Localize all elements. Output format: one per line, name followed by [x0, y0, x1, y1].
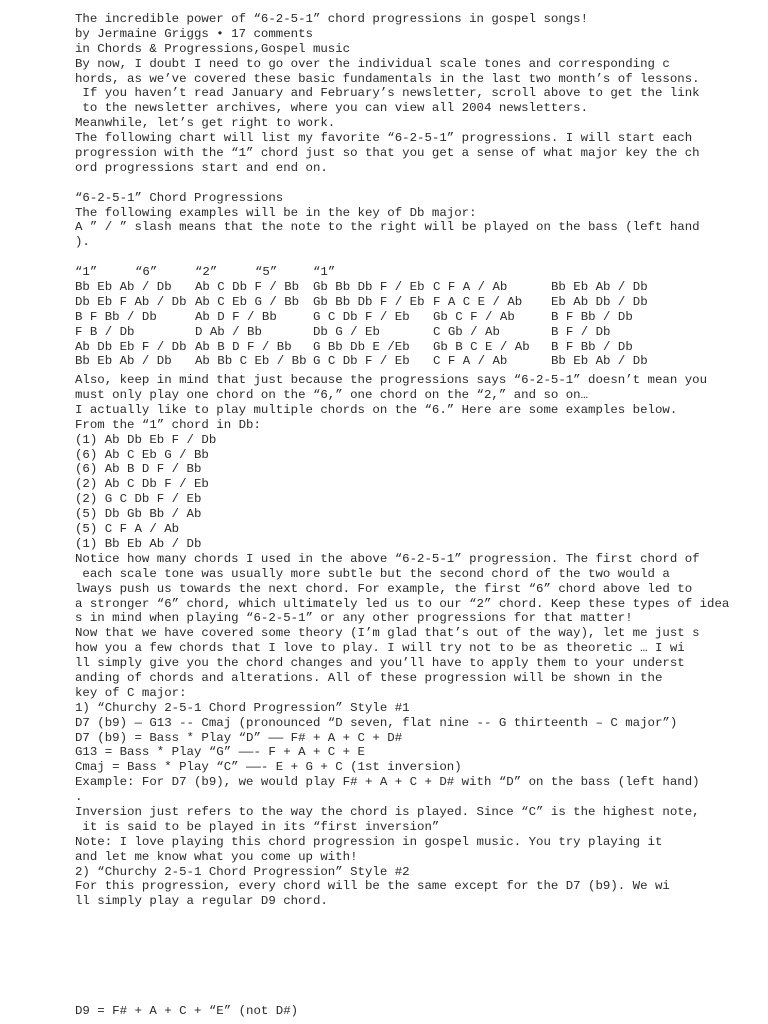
text-line: Cmaj = Bass * Play “C” ——- E + G + C (1st inversion): [75, 760, 462, 775]
text-line: anding of chords and alterations. All of these progression will be shown in the: [75, 670, 663, 685]
chart-cell: F A C E / Ab: [433, 294, 523, 309]
text-line: The following examples will be in the key of Db major:: [75, 205, 477, 220]
text-line: progression with the “1” chord just so that you get a sense of what major key the ch: [75, 146, 700, 161]
text-line: Meanwhile, let’s get right to work.: [75, 116, 336, 131]
chart-cell: Gb B C E / Ab: [433, 339, 530, 354]
text-line: each scale tone was usually more subtle but the second chord of the two would a: [75, 566, 670, 581]
chart-cell: Bb Eb Ab / Db: [75, 354, 172, 369]
chart-row: [75, 310, 765, 325]
chart-cell: Gb Bb Db F / Eb: [313, 294, 425, 309]
chart-header: “5”: [255, 265, 278, 280]
chart-cell: Ab Db Eb F / Db: [75, 339, 187, 354]
text-line: key of C major:: [75, 685, 187, 700]
chart-cell: G C Db F / Eb: [313, 309, 410, 324]
chart-header: “1”: [313, 265, 336, 280]
text-line: 2) “Churchy 2-5-1 Chord Progression” Style #2: [75, 864, 410, 879]
chart-row: [75, 340, 765, 355]
text-line: Note: I love playing this chord progression in gospel music. You try playing it: [75, 834, 663, 849]
spacer: [75, 909, 765, 1004]
text-line: D7 (b9) = Bass * Play “D” —— F# + A + C + D#: [75, 730, 403, 745]
text-line: By now, I doubt I need to go over the individual scale tones and corresponding c: [75, 56, 670, 71]
chart-cell: B F Bb / Db: [75, 309, 157, 324]
text-line: ll simply play a regular D9 chord.: [75, 894, 328, 909]
chart-cell: Ab C Eb G / Bb: [195, 294, 300, 309]
text-line: (1) Ab Db Eb F / Db: [75, 432, 217, 447]
chart-cell: Eb Ab Db / Db: [551, 294, 648, 309]
chart-cell: Ab Bb C Eb / Bb: [195, 354, 307, 369]
chart-cell: B F Bb / Db: [551, 309, 633, 324]
text-line: (1) Bb Eb Ab / Db: [75, 536, 202, 551]
text-line: A ” / ” slash means that the note to the right will be played on the bass (left hand: [75, 220, 700, 235]
chart-row: [75, 354, 765, 369]
chart-cell: C F A / Ab: [433, 354, 508, 369]
text-line: how you a few chords that I love to play. I will try not to be as theoretic … I wi: [75, 641, 685, 656]
text-line: it is said to be played in its “first inversion”: [75, 819, 440, 834]
chart-cell: Gb Bb Db F / Eb: [313, 280, 425, 295]
chart-cell: Gb C F / Ab: [433, 309, 515, 324]
text-line: Notice how many chords I used in the above “6-2-5-1” progression. The first chord of: [75, 551, 700, 566]
text-line: in Chords & Progressions,Gospel music: [75, 41, 351, 56]
text-line: D7 (b9) — G13 -- Cmaj (pronounced “D seven, flat nine -- G thirteenth – C major”): [75, 715, 678, 730]
text-line: to the newsletter archives, where you can view all 2004 newsletters.: [75, 101, 589, 116]
chart-cell: Ab D F / Bb: [195, 309, 277, 324]
chart-cell: Bb Eb Ab / Db: [551, 280, 648, 295]
text-line: (6) Ab C Eb G / Bb: [75, 447, 209, 462]
text-line: If you haven’t read January and February’s newsletter, scroll above to get the link: [75, 86, 700, 101]
chart-cell: Db Eb F Ab / Db: [75, 294, 187, 309]
text-line: Inversion just refers to the way the chord is played. Since “C” is the highest note,: [75, 804, 700, 819]
text-line: by Jermaine Griggs • 17 comments: [75, 26, 313, 41]
chart-cell: D Ab / Bb: [195, 324, 262, 339]
text-line: Example: For D7 (b9), we would play F# + A + C + D# with “D” on the bass (left hand): [75, 775, 700, 790]
spacer: [75, 176, 765, 191]
text-line: ).: [75, 235, 90, 250]
chart-cell: B F Bb / Db: [551, 339, 633, 354]
chart-cell: Bb Eb Ab / Db: [75, 280, 172, 295]
spacer: [75, 250, 765, 265]
text-line: must only play one chord on the “6,” one chord on the “2,” and so on…: [75, 388, 589, 403]
chart-cell: B F / Db: [551, 324, 611, 339]
article-footer: [75, 1004, 765, 1019]
article: [75, 12, 765, 1019]
chart-header-row: [75, 265, 765, 280]
text-line: (6) Ab B D F / Bb: [75, 462, 202, 477]
chart-cell: G C Db F / Eb: [313, 354, 410, 369]
chart-cell: Bb Eb Ab / Db: [551, 354, 648, 369]
text-line: ll simply give you the chord changes and you’ll have to apply them to your underst: [75, 656, 685, 671]
text-line: .: [75, 790, 83, 805]
text-line: “6-2-5-1” Chord Progressions: [75, 190, 284, 205]
text-line: 1) “Churchy 2-5-1 Chord Progression” Style #1: [75, 700, 410, 715]
text-line: a stronger “6” chord, which ultimately led us to our “2” chord. Keep these types of idea: [75, 596, 730, 611]
text-line: I actually like to play multiple chords on the “6.” Here are some examples below.: [75, 402, 678, 417]
text-line: For this progression, every chord will be the same except for the D7 (b9). We wi: [75, 879, 670, 894]
chart-header: “6”: [135, 265, 158, 280]
chart-cell: F B / Db: [75, 324, 135, 339]
chart-cell: C F A / Ab: [433, 280, 508, 295]
chart-header: “2”: [195, 265, 218, 280]
text-line: From the “1” chord in Db:: [75, 417, 261, 432]
chart-cell: G Bb Db E /Eb: [313, 339, 410, 354]
chart-cell: Db G / Eb: [313, 324, 380, 339]
text-line: (2) Ab C Db F / Eb: [75, 477, 209, 492]
text-line: and let me know what you come up with!: [75, 849, 358, 864]
text-line: The following chart will list my favorite “6-2-5-1” progressions. I will start each: [75, 131, 693, 146]
chart-row: [75, 280, 765, 295]
chart-cell: Ab C Db F / Bb: [195, 280, 300, 295]
text-line: hords, as we’ve covered these basic fundamentals in the last two month’s of lessons.: [75, 71, 700, 86]
text-line: Also, keep in mind that just because the progressions says “6-2-5-1” doesn’t mean you: [75, 373, 708, 388]
article-body: [75, 373, 765, 909]
text-line: D9 = F# + A + C + “E” (not D#): [75, 1004, 299, 1019]
text-line: G13 = Bass * Play “G” ——- F + A + C + E: [75, 745, 365, 760]
section-intro: [75, 191, 765, 251]
text-line: s in mind when playing “6-2-5-1” or any other progressions for that matter!: [75, 611, 633, 626]
chart-cell: Ab B D F / Bb: [195, 339, 292, 354]
chart-cell: C Gb / Ab: [433, 324, 500, 339]
text-line: (2) G C Db F / Eb: [75, 492, 202, 507]
chart-row: [75, 325, 765, 340]
text-line: (5) C F A / Ab: [75, 522, 180, 537]
chart-header: “1”: [75, 265, 98, 280]
chord-progression-chart: [75, 265, 765, 373]
text-line: ord progressions start and end on.: [75, 160, 328, 175]
text-line: lways push us towards the next chord. For example, the first “6” chord above led to: [75, 581, 693, 596]
text-line: (5) Db Gb Bb / Ab: [75, 507, 202, 522]
article-intro: [75, 12, 765, 176]
text-line: The incredible power of “6-2-5-1” chord progressions in gospel songs!: [75, 12, 589, 26]
text-line: Now that we have covered some theory (I’m glad that’s out of the way), let me just s: [75, 626, 700, 641]
chart-row: [75, 295, 765, 310]
